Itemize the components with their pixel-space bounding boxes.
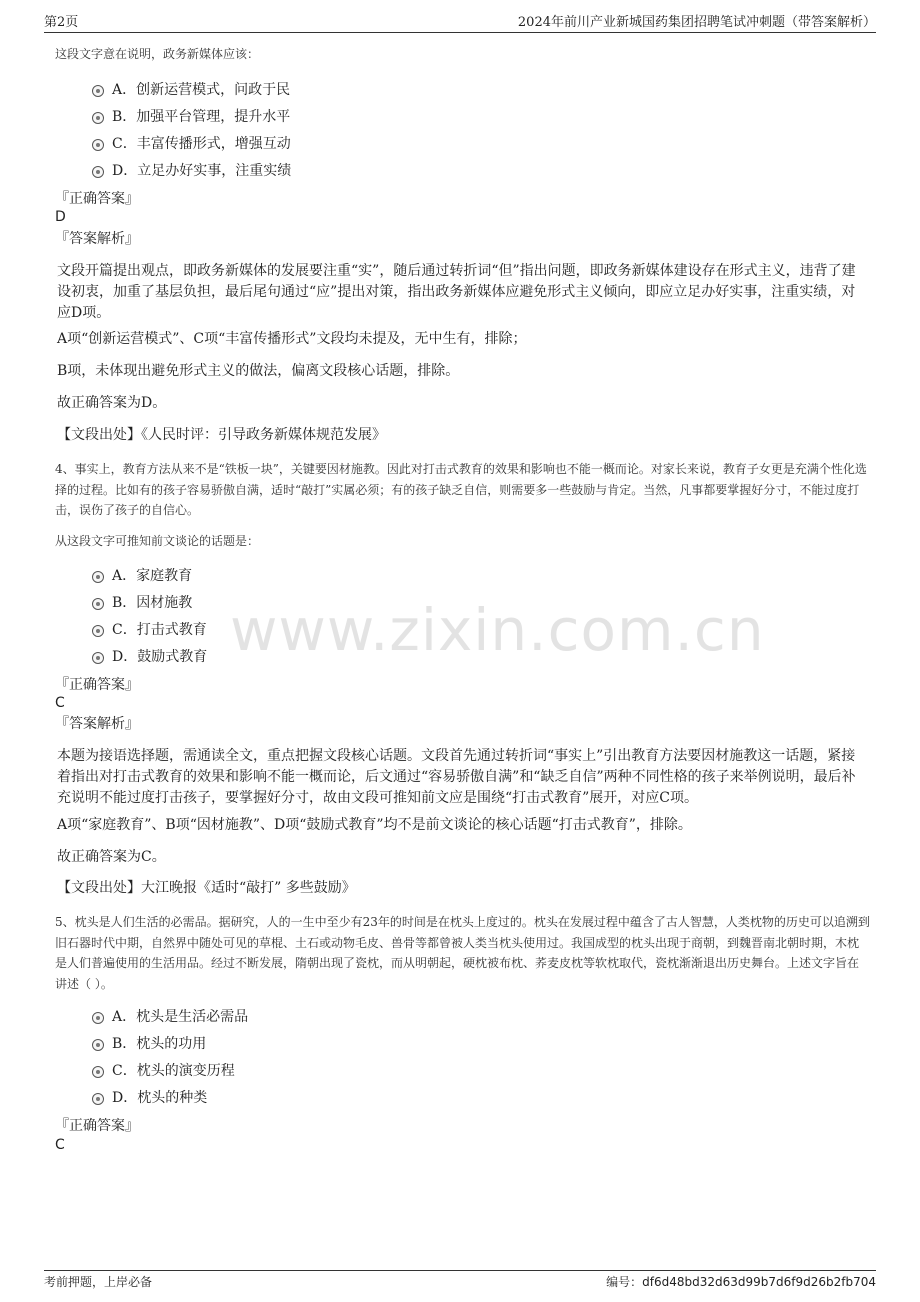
q5-stem: 5、枕头是人们生活的必需品。据研究，人的一生中至少有23年的时间是在枕头上度过的。枕头在发展过程中蕴含了古人智慧，人类枕物的历史可以追溯到旧石器时代中期，自然界中随处可见的草棍、土石或动物毛皮、兽骨等都曾被人类当枕头使用过。我国成型的枕头出现于商朝，到魏晋南北朝时期，木枕是人们普遍使用的生活用品。经过不断发展，隋朝出现了瓷枕，而从明朝起，硬枕被布枕、荞麦皮枕等软枕取代，瓷枕渐渐退出历史舞台。上述文字旨在讲述（ ）。 [55,915,870,991]
q5-option-d[interactable]: D．枕头的种类 [92,1088,207,1108]
q4-answer-label: 『正确答案』 [55,677,139,693]
radio-icon[interactable] [92,625,104,637]
q3-option-d[interactable]: D．立足办好实事，注重实绩 [92,161,291,181]
q4-option-c[interactable]: C．打击式教育 [92,620,207,640]
q5-option-a[interactable]: A．枕头是生活必需品 [92,1007,248,1027]
q4-analysis-label: 『答案解析』 [55,716,139,732]
q3-option-c[interactable]: C．丰富传播形式，增强互动 [92,134,291,154]
q3-analysis-paragraph: B项，未体现出避免形式主义的做法，偏离文段核心话题，排除。 [57,363,460,379]
q3-answer: D [55,209,66,225]
q4-stem: 4、事实上，教育方法从来不是“铁板一块”，关键要因材施教。因此对打击式教育的效果和影响也不能一概而论。对家长来说，教育子女更是充满个性化选择的过程。比如有的孩子容易骄傲自满，适时“敲打”实属必须；有的孩子缺乏自信，则需要多一些鼓励与肯定。当然，凡事都要掌握好分寸，不能过度打击，误伤了孩子的自信心。 [55,462,867,517]
q3-source: 【文段出处】《人民时评：引导政务新媒体规范发展》 [57,427,386,443]
radio-icon[interactable] [92,166,104,178]
q4-analysis-paragraph: A项“家庭教育”、B项“因材施教”、D项“鼓励式教育”均不是前文谈论的核心话题“打击式教育”，排除。 [57,817,692,833]
page-footer [44,1270,876,1291]
q3-option-b[interactable]: B．加强平台管理，提升水平 [92,107,290,127]
q4-source: 【文段出处】大江晚报《适时“敲打” 多些鼓励》 [57,880,356,896]
q5-answer: C [55,1137,65,1153]
q5-answer-label: 『正确答案』 [55,1118,139,1134]
radio-icon[interactable] [92,85,104,97]
radio-icon[interactable] [92,1012,104,1024]
document-title: 2024年前川产业新城国药集团招聘笔试冲刺题（带答案解析） [517,15,876,30]
q3-analysis-paragraph: A项“创新运营模式”、C项“丰富传播形式”文段均未提及，无中生有，排除； [57,331,527,347]
q4-option-b[interactable]: B．因材施教 [92,593,192,613]
watermark: www.zixin.com.cn [230,596,765,664]
q3-analysis-paragraph: 文段开篇提出观点，即政务新媒体的发展要注重“实”，随后通过转折词“但”指出问题，即政务新媒体建设存在形式主义，违背了建设初衷，加重了基层负担，最后尾句通过“应”提出对策，指出政务新媒体应避免形式主义倾向，即应立足办好实事，注重实绩，对应D项。 [57,263,856,321]
q5-option-b[interactable]: B．枕头的功用 [92,1034,206,1054]
page-header [44,14,876,33]
q5-option-c[interactable]: C．枕头的演变历程 [92,1061,235,1081]
radio-icon[interactable] [92,598,104,610]
q3-answer-label: 『正确答案』 [55,191,139,207]
q4-analysis-paragraph: 本题为接语选择题，需通读全文，重点把握文段核心话题。文段首先通过转折词“事实上”引出教育方法要因材施教这一话题，紧接着指出对打击式教育的效果和影响不能一概而论，后文通过“容易骄傲自满”和“缺乏自信”两种不同性格的孩子来举例说明，最后补充说明不能过度打击孩子，要掌握好分寸，故由文段可推知前文应是围绕“打击式教育”展开，对应C项。 [57,748,856,806]
q3-analysis-label: 『答案解析』 [55,231,139,247]
radio-icon[interactable] [92,1066,104,1078]
q4-option-a[interactable]: A．家庭教育 [92,566,192,586]
radio-icon[interactable] [92,112,104,124]
radio-icon[interactable] [92,1039,104,1051]
radio-icon[interactable] [92,139,104,151]
q4-answer: C [55,695,65,711]
q4-question: 从这段文字可推知前文谈论的话题是： [55,534,260,548]
q3-analysis-conclusion: 故正确答案为D。 [57,395,167,411]
page-number: 第2页 [44,15,79,30]
document-code: 编号：df6d48bd32d63d99b7d6f9d26b2fb704 [606,1275,876,1289]
q3-option-a[interactable]: A．创新运营模式，问政于民 [92,80,290,100]
q4-option-d[interactable]: D．鼓励式教育 [92,647,207,667]
radio-icon[interactable] [92,1093,104,1105]
q4-analysis-conclusion: 故正确答案为C。 [57,849,166,865]
q3-stem-tail: 这段文字意在说明，政务新媒体应该： [55,47,260,61]
radio-icon[interactable] [92,652,104,664]
footer-slogan: 考前押题，上岸必备 [44,1275,153,1289]
radio-icon[interactable] [92,571,104,583]
